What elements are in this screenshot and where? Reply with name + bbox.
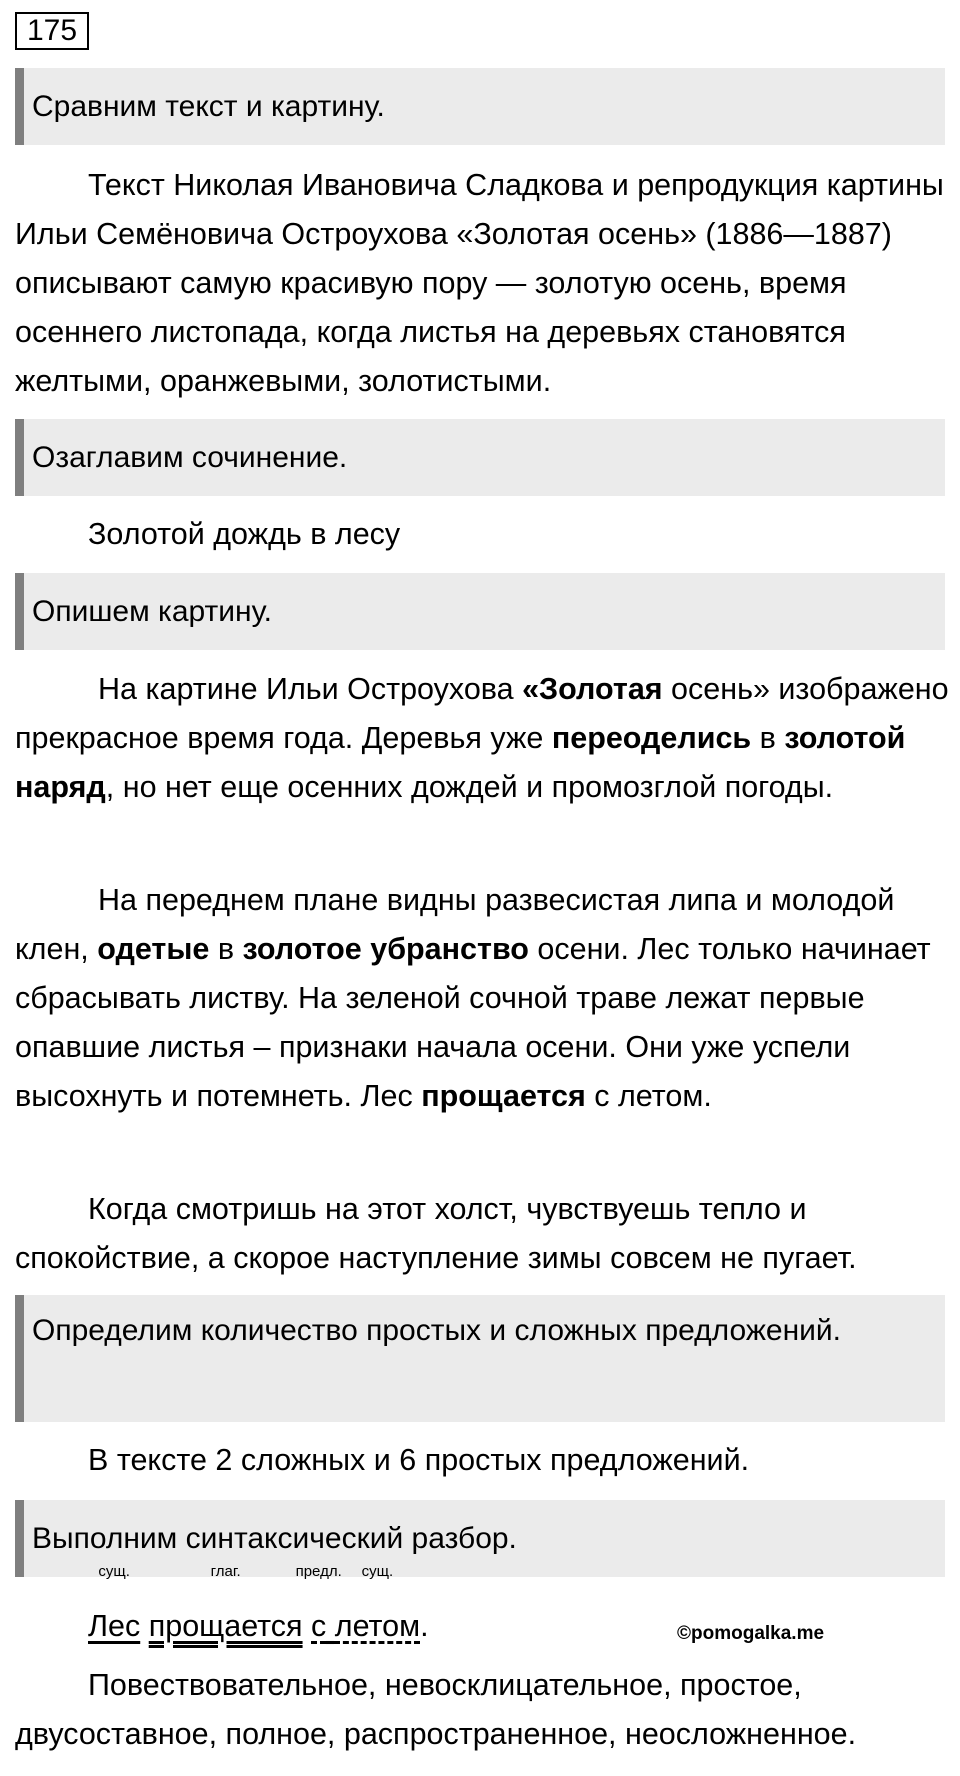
syntax-analysis-sentence [88, 1563, 429, 1651]
sentence-characteristics: Повествовательное, невосклицательное, простое, двусоставное, полное, распространенное, неосложненное. [15, 1668, 857, 1751]
section-heading-parse [15, 1500, 945, 1580]
section-heading-compare-text: Сравним текст и картину. [32, 90, 385, 123]
description-2-text-1: На переднем плане видны развесистая липа и молодой клен, [15, 883, 895, 966]
description-paragraph-1 [15, 665, 950, 812]
page-number: 175 [15, 12, 89, 50]
essay-title: Золотой дождь в лесу [88, 517, 401, 551]
section-heading-title-text: Озаглавим сочинение. [32, 441, 348, 474]
description-1-bold-3: золотой наряд [15, 721, 906, 804]
description-2-bold-3: прощается [421, 1079, 586, 1113]
part-of-speech-tag: глаг. [210, 1563, 241, 1580]
predicate-word: прощается [148, 1609, 303, 1643]
section-heading-title [15, 419, 945, 496]
section-heading-parse-text: Выполним синтаксический разбор. [32, 1522, 517, 1555]
watermark: ©pomogalka.me [677, 1623, 825, 1644]
adverbial-space [326, 1609, 334, 1643]
count-answer: В тексте 2 сложных и 6 простых предложений. [88, 1443, 750, 1477]
part-of-speech-tag: сущ. [361, 1563, 394, 1580]
description-2-text-3: осени. Лес только начинает сбрасывать листву. На зеленой сочной траве лежат первые опавшие листья – признаки начала осени. Они уже успели высохнуть и потемнеть. Лес [15, 932, 931, 1113]
description-paragraph-3: Когда смотришь на этот холст, чувствуешь тепло и спокойствие, а скорое наступление зимы совсем не пугает. [15, 1192, 857, 1275]
description-2-bold-2: золотое убранство [242, 932, 529, 966]
analysis-word-object [334, 1563, 421, 1651]
description-1-bold-2: переоделись [551, 721, 752, 755]
description-1-text-4: , но нет еще осенних дождей и промозглой погоды. [105, 770, 834, 804]
part-of-speech-tag: сущ. [98, 1563, 130, 1580]
analysis-word-subject [88, 1563, 141, 1651]
description-paragraph-2 [15, 876, 950, 1121]
analysis-word-preposition [295, 1563, 342, 1651]
section-heading-describe-text: Опишем картину. [32, 595, 272, 628]
description-1-text-2: осень» изображено прекрасное время года. Деревья уже [15, 672, 949, 755]
preposition-word: с [311, 1609, 327, 1643]
description-2-bold-1: одетые [97, 932, 210, 966]
description-1-text-1: На картине Ильи Остроухова [98, 672, 523, 706]
section-heading-count-text: Определим количество простых и сложных предложений. [32, 1314, 842, 1347]
adverbial-word: летом [334, 1609, 421, 1643]
analysis-word-predicate [148, 1563, 303, 1651]
description-2-text-4: с летом. [585, 1079, 712, 1113]
compare-paragraph: Текст Николая Ивановича Сладкова и репродукция картины Ильи Семёновича Остроухова «Золотая осень» (1886—1887) описывают самую красивую пору — золотую осень, время осеннего листопада, когда листья на деревьях становятся желтыми, оранжевыми, золотистыми. [15, 168, 944, 398]
section-heading-describe [15, 573, 945, 650]
section-heading-count [15, 1295, 945, 1422]
sentence-period: . [420, 1609, 429, 1643]
description-1-bold-1: «Золотая [522, 672, 663, 706]
subject-word: Лес [88, 1609, 141, 1643]
part-of-speech-tag: предл. [295, 1563, 342, 1580]
description-2-text-2: в [209, 932, 243, 966]
description-1-text-3: в [751, 721, 785, 755]
section-heading-compare [15, 68, 945, 145]
